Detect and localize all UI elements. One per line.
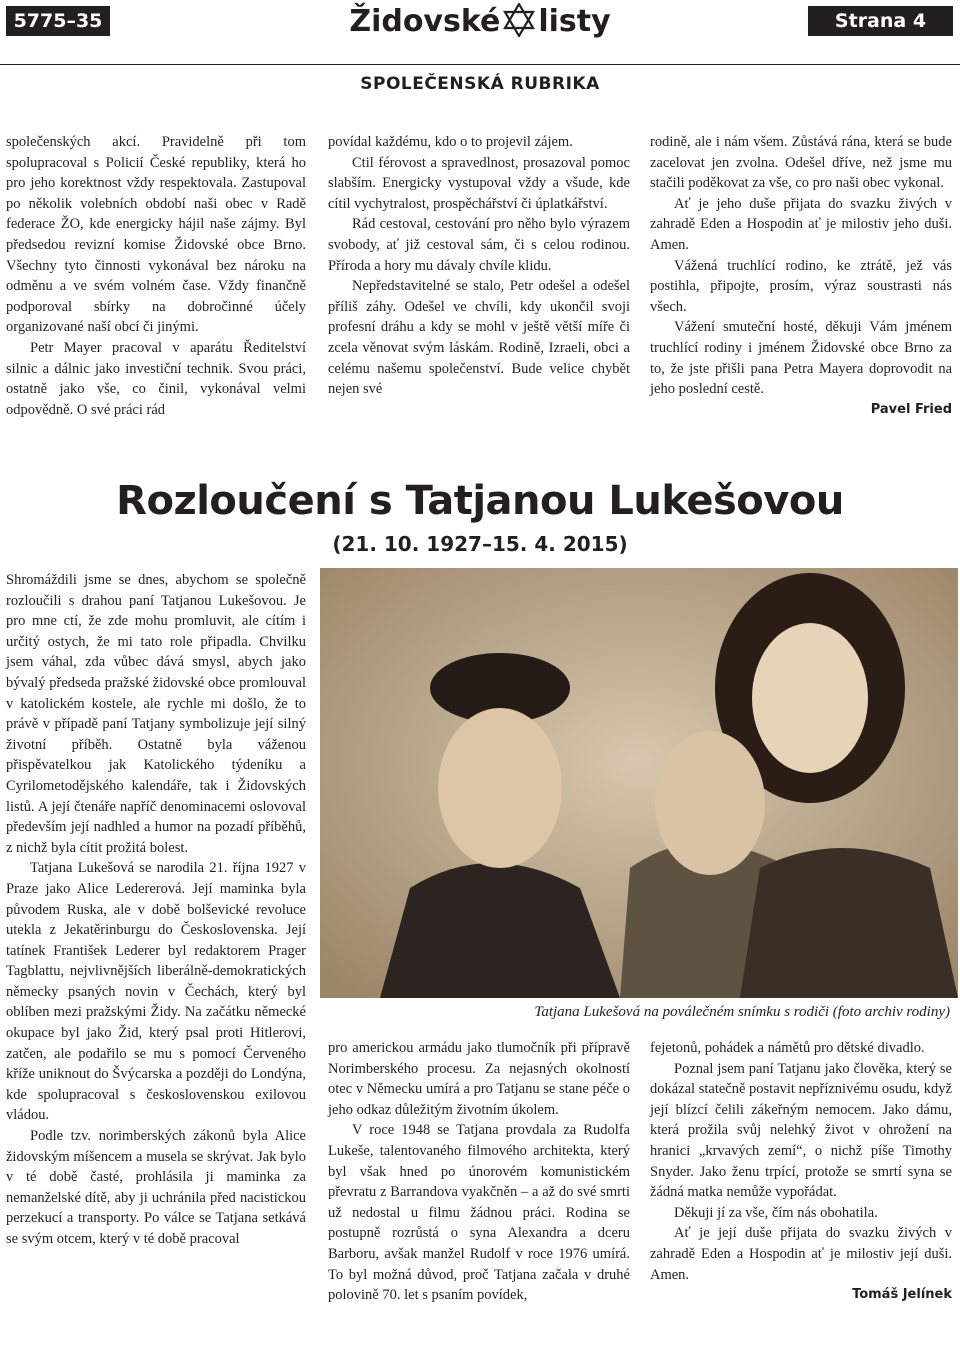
- paragraph: Vážená truchlící rodino, ke ztrátě, jež vás postihla, připojte, prosím, výraz soustrasti nás všech.: [650, 257, 952, 315]
- paragraph: fejetonů, pohádek a námětů pro dětské divadlo.: [650, 1040, 925, 1056]
- paragraph: V roce 1948 se Tatjana provdala za Rudolfa Lukeše, talentovaného filmového architekta, který byl však hned po únorovém komunistickém převratu z Barrandova vyakčněn – a až do své smrti už nedostal u filmu žádnou práci. Rodina se postupně rozrůstá o syna Alexandra a dceru Barboru, avšak manžel Rudolf v roce 1976 umírá. To byl možná důvod, proč Tatjana začala v druhé polovině 70. let s psaním povídek,: [328, 1122, 630, 1304]
- paragraph: Shromáždili jsme se dnes, abychom se společně rozloučili s drahou paní Tatjanou Lukešovou. Je pro mne ctí, že zde mohu promluvit, ale cítím i určitý ostych, že mi tato role připadla. Chvilku jsem váhal, zda vůbec dává smysl, abych jako bývalý předseda pražské židovské obce promlouval v katolickém kostele, ale rychle mi došlo, že to právě v případě paní Tatjany symbolizuje její silný životní příběh. Ostatně byla váženou přispěvatelkou jak Katolického týdeníku a Cyrilometodějského kalendáře, tak i Židovských listů. A její čtenáře napříč denominacemi oslovoval především její nadhled a humor na pozadí příběhů, z nichž byla cítit prožitá bolest.: [6, 572, 306, 856]
- main-article-col1: [6, 570, 306, 1250]
- paragraph: Nepředstavitelné se stalo, Petr odešel a odešel příliš záhy. Odešel ve chvíli, kdy ukončil svoji profesní dráhu a kdy se mohl v ještě větší míře či zcela věnovat svým láskám. Rodině, Izraeli, obci a celému našemu společenství. Bude velice chybět nejen své: [328, 278, 630, 398]
- paragraph: Ať je její duše přijata do svazku živých v zahradě Eden a Hospodin ať je milostiv její duši. Amen.: [650, 1225, 952, 1283]
- paragraph: Ctil férovost a spravedlnost, prosazoval pomoc slabším. Energicky vystupoval vždy a všude, kde cítil vychytralost, prospěchářství či úplatkářství.: [328, 154, 630, 212]
- paragraph: Podle tzv. norimberských zákonů byla Alice židovským míšencem a musela se skrývat. Jak bylo v té době časté, prohlásila ji maminka za nemanželské dítě, aby ji uchránila před nacistickou perzekucí a transporty. Po válce se Tatjana setkává se svým otcem, který v té době pracoval: [6, 1128, 306, 1247]
- signature: Tomáš Jelínek: [852, 1287, 952, 1303]
- section-title: SPOLEČENSKÁ RUBRIKA: [360, 74, 600, 94]
- star-of-david-icon: [502, 3, 536, 37]
- top-article-col3: [650, 132, 952, 420]
- paragraph: Děkuji jí za vše, čím nás obohatila.: [674, 1204, 878, 1221]
- masthead: [330, 0, 630, 44]
- masthead-right: listy: [538, 4, 611, 39]
- paragraph: povídal každému, kdo o to projevil zájem.: [328, 134, 573, 150]
- signature: Pavel Fried: [870, 401, 952, 417]
- page-number: Strana 4: [808, 6, 953, 36]
- article-dates: (21. 10. 1927–15. 4. 2015): [332, 532, 628, 556]
- family-photo: [320, 568, 958, 998]
- issue-number: 5775–35: [6, 6, 110, 36]
- paragraph: Vážení smuteční hosté, děkuji Vám jménem truchlící rodiny i jménem Židovské obce Brno za to, že jste přišli pana Petra Mayera doprovodit na jeho poslední cestě.: [650, 319, 952, 398]
- paragraph: Ať je jeho duše přijata do svazku živých v zahradě Eden a Hospodin ať je milostiv jeho duši. Amen.: [650, 195, 952, 253]
- main-article-col3: [650, 1038, 952, 1306]
- photo-illustration: [320, 568, 958, 998]
- paragraph: rodině, ale i nám všem. Zůstává rána, která se bude zacelovat jen zvolna. Odešel dříve, než jsme mu stačili poděkovat za vše, co pro naši obec vykonal.: [650, 134, 952, 192]
- paragraph: Rád cestoval, cestování pro něho bylo výrazem svobody, ať již cestoval sám, či s celou rodinou. Příroda a hory mu dávaly chvíle klidu.: [328, 216, 630, 274]
- top-article-col2: [328, 132, 630, 400]
- paragraph: Poznal jsem paní Tatjanu jako člověka, který se dokázal statečně postavit nepříznivému osudu, když její blízcí čelili zákeřným nemocem. Jako dámu, která prožila svůj nelehký život v ohrožení na hranici „krvavých zemí“, o nichž píše Timothy Snyder. Jako ženu trpící, protože se smrtí syna se žádná matka nemůže vypořádat.: [650, 1060, 952, 1201]
- paragraph: společenských akcí. Pravidelně při tom spolupracoval s Policií České republiky, která ho pro jeho korektnost vždy respektovala. Zastupoval po několik volebních období naši obec v Radě federace ŽO, kde energicky hájil naše zájmy. Byl předsedou revizní komise Židovské obce Brno. Všechny tyto činnosti vykonával bez nároku na odměnu a ve svém volném čase. Vždy finančně podporoval sbírky na dobročinné účely organizované naší obcí či jinými.: [6, 134, 306, 336]
- masthead-left: Židovské: [349, 4, 501, 39]
- top-article-col1: [6, 132, 306, 420]
- article-title: Rozloučení s Tatjanou Lukešovou: [116, 478, 844, 524]
- main-article-col2: [328, 1038, 630, 1306]
- header-rule: [0, 64, 960, 65]
- paragraph: Tatjana Lukešová se narodila 21. října 1927 v Praze jako Alice Ledererová. Její maminka byla původem Ruska, ale v době bolševické revoluce utekla z Jekatěrinburgu do Československa. Její tatínek František Lederer byl redaktorem Prager Tagblattu, nejvlivnějších liberálně-demokratických německy psaných novin v Čechách, který byl oblíben mezi pražskými Židy. Na začátku německé okupace byl jako Žid, který psal proti Hitlerovi, zatčen, ale podařilo se mu s pomocí Červeného kříže uniknout do Švýcarska a později do Londýna, kde spolupracoval s československou exilovou vládou.: [6, 860, 306, 1124]
- paragraph: Petr Mayer pracoval v aparátu Ředitelství silnic a dálnic jako investiční technik. Svou práci, ostatně jako vše, co činil, vykonával velmi odpovědně. O své práci rád: [6, 339, 306, 418]
- paragraph: pro americkou armádu jako tlumočník při přípravě Norimberského procesu. Za nejasných okolností otec v Německu umírá a pro Tatjanu se stane péče o jeho odkaz důležitým životním úkolem.: [328, 1040, 630, 1118]
- photo-caption: Tatjana Lukešová na poválečném snímku s rodiči (foto archiv rodiny): [534, 1004, 950, 1020]
